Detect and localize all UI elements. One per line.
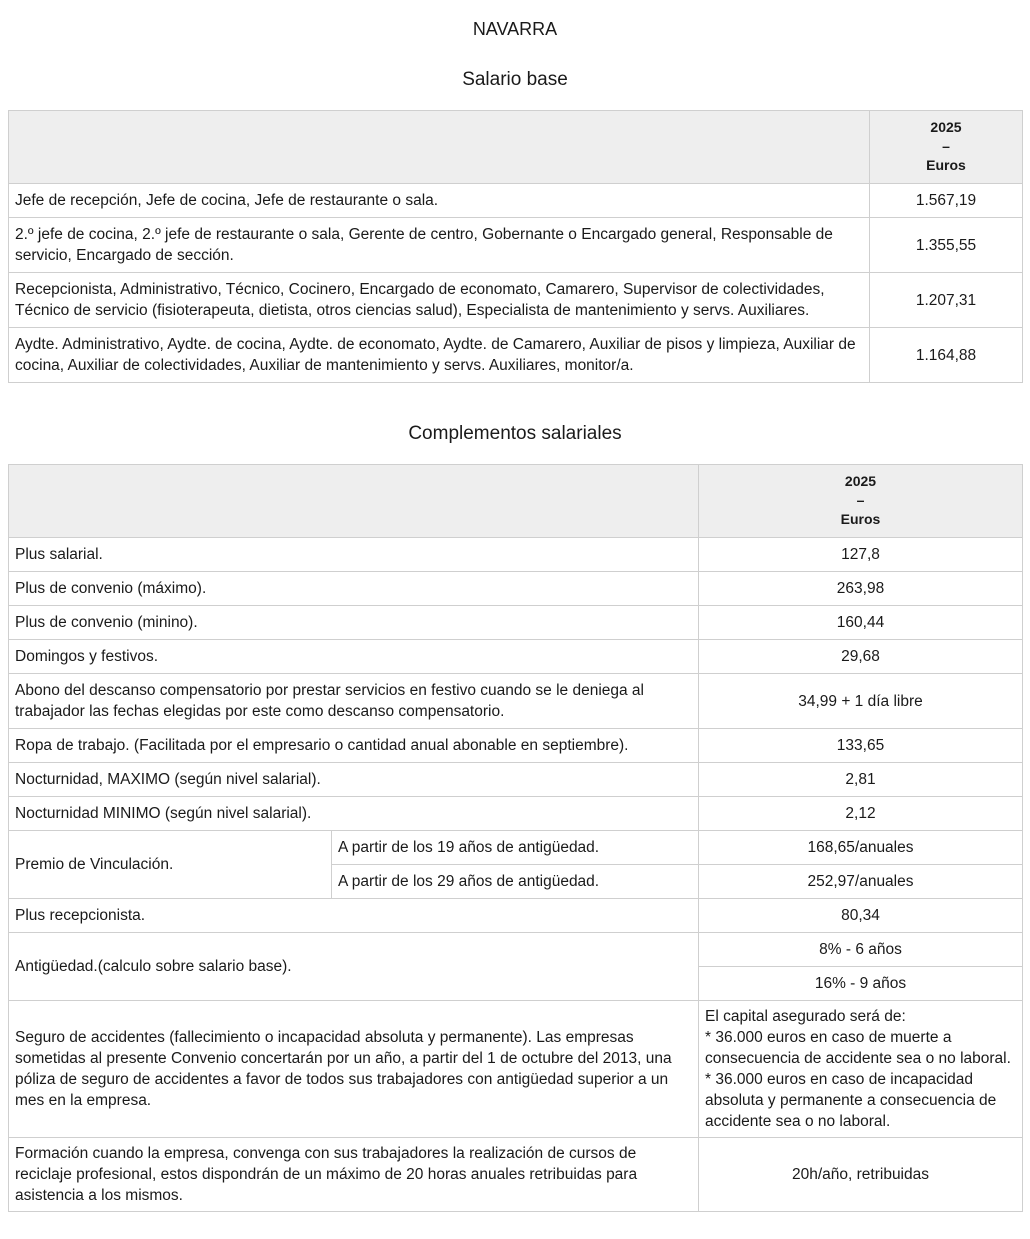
header-year: 2025: [930, 119, 962, 135]
header-blank-cell: [9, 111, 870, 184]
table-row-seguro: [9, 1001, 1023, 1138]
table-row: [9, 218, 1023, 273]
premio-sub-value: 252,97/anuales: [699, 865, 1023, 899]
formacion-value-cell: 20h/año, retribuidas: [699, 1138, 1023, 1212]
seguro-line: * 36.000 euros en caso de muerte a consecuencia de accidente sea o no laboral.: [705, 1029, 1011, 1067]
concept-cell: Plus recepcionista.: [9, 899, 699, 933]
premio-sub-value: 168,65/anuales: [699, 831, 1023, 865]
value-cell: 34,99 + 1 día libre: [699, 674, 1023, 729]
seguro-concept-cell: Seguro de accidentes (fallecimiento o incapacidad absoluta y permanente). Las empresas sometidas al presente Convenio concertarán por un año, a partir del 1 de octubre del 2013, una póliza de seguro de accidentes a favor de todos sus trabajadores con antigüedad superior a un mes en la empresa.: [9, 1001, 699, 1138]
category-cell: Jefe de recepción, Jefe de cocina, Jefe de restaurante o sala.: [9, 184, 870, 218]
table-row-formacion: [9, 1138, 1023, 1212]
seguro-value-cell: [699, 1001, 1023, 1138]
seguro-line: * 36.000 euros en caso de incapacidad absoluta y permanente a consecuencia de accidente sea o no laboral.: [705, 1071, 997, 1130]
complementos-title: Complementos salariales: [408, 423, 622, 444]
header-unit: Euros: [926, 157, 966, 173]
seguro-line: El capital asegurado será de:: [705, 1008, 906, 1025]
category-cell: 2.º jefe de cocina, 2.º jefe de restaurante o sala, Gerente de centro, Gobernante o Encargado general, Responsable de servicio, Encargado de sección.: [9, 218, 870, 273]
table-row-antiguedad: [9, 933, 1023, 967]
table-row: [9, 572, 1023, 606]
table-header-row: [9, 111, 1023, 184]
value-cell: 2,12: [699, 797, 1023, 831]
value-cell: 29,68: [699, 640, 1023, 674]
salario-base-title: Salario base: [462, 69, 568, 90]
formacion-concept-cell: Formación cuando la empresa, convenga con sus trabajadores la realización de cursos de reciclaje profesional, estos dispondrán de un máximo de 20 horas anuales retribuidas para asistencia a los mismos.: [9, 1138, 699, 1212]
salario-base-table: [8, 110, 1023, 383]
premio-concept-cell: Premio de Vinculación.: [9, 831, 332, 899]
header-year: 2025: [844, 473, 877, 489]
premio-sub-label: A partir de los 29 años de antigüedad.: [332, 865, 699, 899]
antiguedad-concept-cell: Antigüedad.(calculo sobre salario base).: [9, 933, 699, 1001]
table-row-premio: [9, 831, 1023, 865]
table-row: [9, 273, 1023, 328]
table-row: [9, 606, 1023, 640]
value-cell: 1.164,88: [870, 328, 1023, 383]
concept-cell: Plus salarial.: [9, 538, 699, 572]
concept-cell: Plus de convenio (máximo).: [9, 572, 699, 606]
table-row: [9, 797, 1023, 831]
header-dash: –: [856, 492, 865, 508]
premio-sub-label: A partir de los 19 años de antigüedad.: [332, 831, 699, 865]
value-cell: 1.207,31: [870, 273, 1023, 328]
value-cell: 133,65: [699, 729, 1023, 763]
value-cell: 1.355,55: [870, 218, 1023, 273]
concept-cell: Plus de convenio (minino).: [9, 606, 699, 640]
header-dash: –: [942, 138, 950, 154]
table-row: [9, 674, 1023, 729]
table-row: [9, 729, 1023, 763]
table-row: [9, 328, 1023, 383]
table-row: [9, 184, 1023, 218]
table-row: [9, 538, 1023, 572]
complementos-table: [8, 464, 1023, 1212]
concept-cell: Domingos y festivos.: [9, 640, 699, 674]
region-title: NAVARRA: [472, 19, 558, 39]
header-year-cell: [870, 111, 1023, 184]
value-cell: 80,34: [699, 899, 1023, 933]
antiguedad-value: 8% - 6 años: [699, 933, 1023, 967]
value-cell: 2,81: [699, 763, 1023, 797]
category-cell: Recepcionista, Administrativo, Técnico, Cocinero, Encargado de economato, Camarero, Supervisor de colectividades, Técnico de servicio (fisioterapeuta, dietista, otros ciencias salud), Especialista de mantenimiento y servs. Auxiliares.: [9, 273, 870, 328]
header-blank-cell: [9, 465, 699, 538]
table-row: [9, 763, 1023, 797]
value-cell: 160,44: [699, 606, 1023, 640]
antiguedad-value: 16% - 9 años: [699, 967, 1023, 1001]
concept-cell: Ropa de trabajo. (Facilitada por el empresario o cantidad anual abonable en septiembre).: [9, 729, 699, 763]
value-cell: 1.567,19: [870, 184, 1023, 218]
category-cell: Aydte. Administrativo, Aydte. de cocina, Aydte. de economato, Aydte. de Camarero, Auxiliar de pisos y limpieza, Auxiliar de cocina, Auxiliar de colectividades, Auxiliar de mantenimiento y servs. Auxiliares, monitor/a.: [9, 328, 870, 383]
value-cell: 127,8: [699, 538, 1023, 572]
concept-cell: Nocturnidad, MAXIMO (según nivel salarial).: [9, 763, 699, 797]
concept-cell: Abono del descanso compensatorio por prestar servicios en festivo cuando se le deniega al trabajador las fechas elegidas por este como descanso compensatorio.: [9, 674, 699, 729]
table-row: [9, 899, 1023, 933]
table-header-row: [9, 465, 1023, 538]
concept-cell: Nocturnidad MINIMO (según nivel salarial).: [9, 797, 699, 831]
table-row: [9, 640, 1023, 674]
header-unit: Euros: [840, 511, 881, 527]
header-year-cell: [699, 465, 1023, 538]
value-cell: 263,98: [699, 572, 1023, 606]
